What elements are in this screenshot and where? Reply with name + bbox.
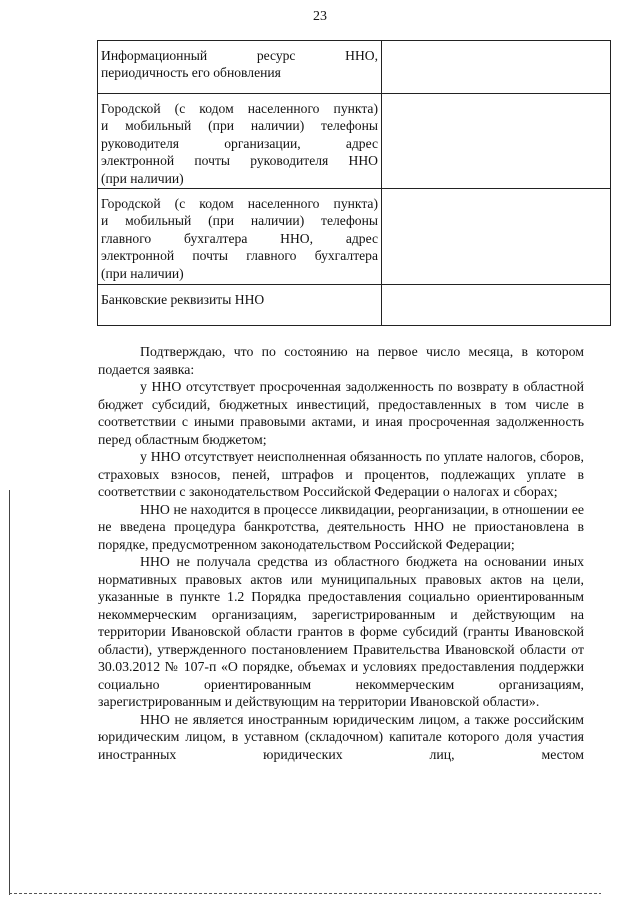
table-value-cell <box>382 189 611 285</box>
table-label-cell <box>98 189 382 285</box>
page-number: 23 <box>313 9 327 24</box>
table-row <box>98 41 611 94</box>
paragraph: у ННО отсутствует неисполненная обязанность по уплате налогов, сборов, страховых взносов, пеней, штрафов и процентов, подлежащих уплате в соответствии с законодательством Российской Федерации о налогах и сборах; <box>98 449 584 499</box>
table-label-line: Городской (с кодом населенного пункта) <box>101 196 378 211</box>
table-value-cell <box>382 94 611 189</box>
table-label-line: Информационный ресурс ННО, <box>101 48 378 63</box>
paragraph: ННО не является иностранным юридическим лицом, а также российским юридическим лицом, в уставном (складочном) капитале которого доля участия иностранных юридических лиц, местом <box>98 711 584 762</box>
paragraph: ННО не получала средства из областного бюджета на основании иных нормативных правовых актов или муниципальных правовых актов на цели, указанные в пункте 1.2 Порядка предоставления социально ориентированным некоммерческим организациям, зарегистрированным и действующим на территории Ивановской области грантов в форме субсидий (гранты Ивановской области), утвержденного постановлением Правительства Ивановской области от 30.03.2012 № 107-п «О порядке, объемах и условиях предоставления поддержки социально ориентированным некоммерческим организациям, зарегистрированным и действующим на территории Ивановской области». <box>98 554 584 709</box>
table-label-line: и мобильный (при наличии) телефоны <box>101 118 378 134</box>
table-row <box>98 285 611 326</box>
info-table <box>97 40 611 326</box>
paragraph: ННО не находится в процессе ликвидации, реорганизации, в отношении ее не введена процедура банкротства, деятельность ННО не приостановлена в порядке, предусмотренном законодательством Российской Федерации; <box>98 501 584 552</box>
table-label-line: электронной почты главного бухгалтера <box>101 248 378 264</box>
table-label-line: периодичность его обновления <box>101 65 281 81</box>
table-label-cell <box>98 94 382 189</box>
table-label-line: Городской (с кодом населенного пункта) <box>101 101 378 116</box>
table-label-line: (при наличии) <box>101 170 184 186</box>
table-value-cell <box>382 41 611 94</box>
paragraph: Подтверждаю, что по состоянию на первое число месяца, в котором подается заявка: <box>98 344 584 377</box>
table-label-cell <box>98 41 382 94</box>
table-label-line: главного бухгалтера ННО, адрес <box>101 230 378 246</box>
table-label-line: и мобильный (при наличии) телефоны <box>101 213 378 229</box>
table-label-cell <box>98 285 382 326</box>
scan-bottom-mark <box>9 893 601 894</box>
table-row <box>98 94 611 189</box>
table-value-cell <box>382 285 611 326</box>
scan-edge-mark <box>9 490 10 895</box>
table-label-line: (при наличии) <box>101 265 184 281</box>
table-row <box>98 189 611 285</box>
paragraph: у ННО отсутствует просроченная задолженность по возврату в областной бюджет субсидий, бюджетных инвестиций, предоставленных в том числе в соответствии с иными правовыми актами, и иная просроченная задолженность перед областным бюджетом; <box>98 379 584 447</box>
table-label-line: Банковские реквизиты ННО <box>101 292 265 307</box>
table-label-line: руководителя организации, адрес <box>101 135 378 151</box>
table-label-line: электронной почты руководителя ННО <box>101 153 378 169</box>
body-text <box>98 343 584 763</box>
